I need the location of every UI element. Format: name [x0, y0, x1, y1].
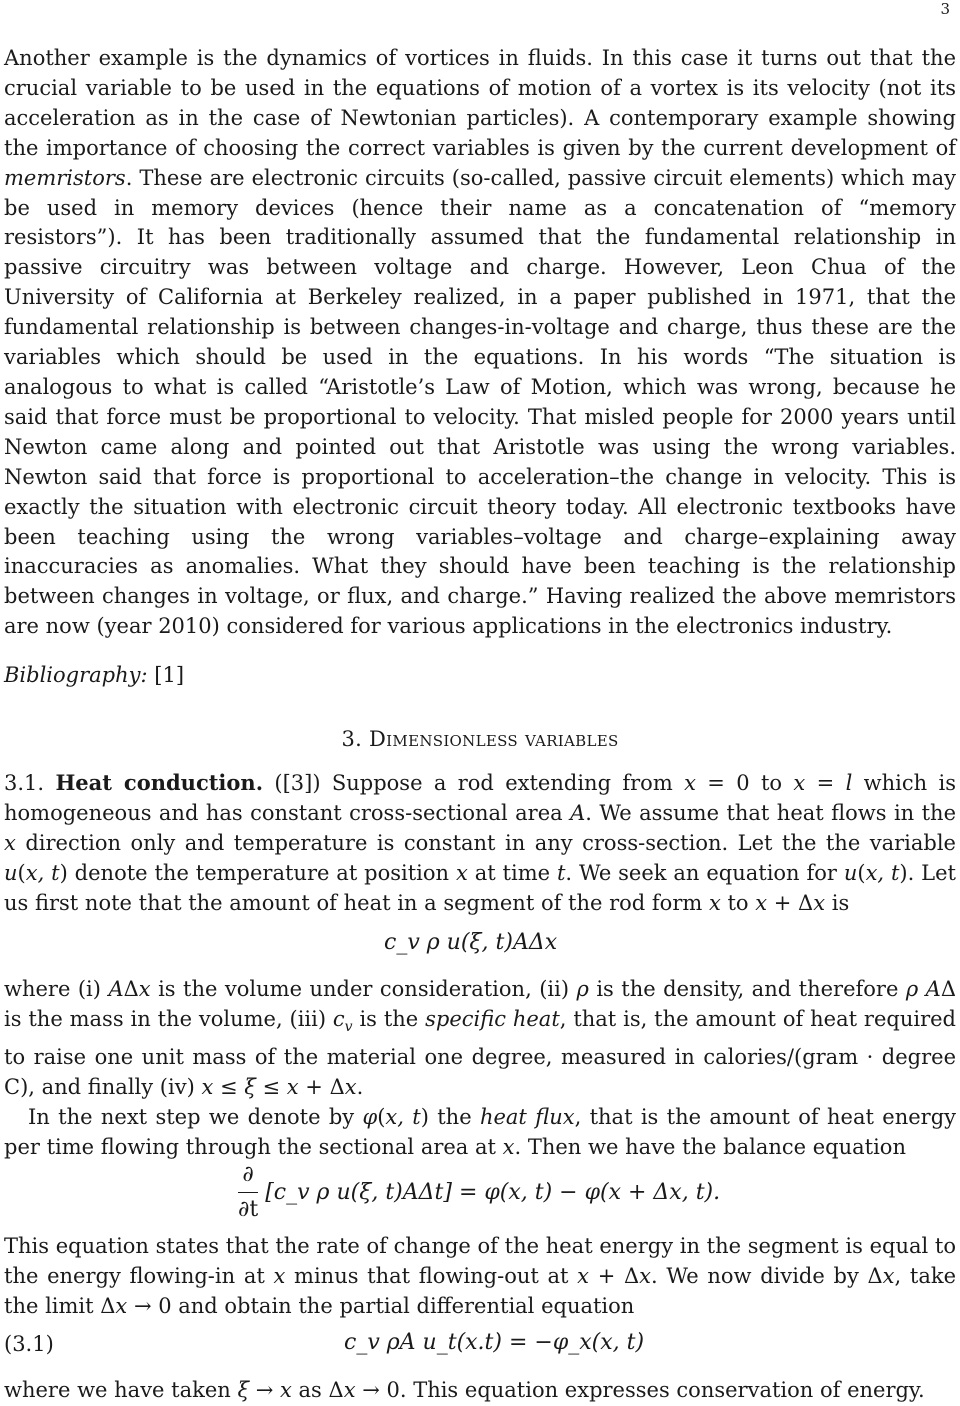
paragraph-text: . These are electronic circuits (so-called, passive circuit elements) which may be used in memory devices (hence their name as a concatenation of “memory resistors”). It has been traditionally assumed that the fundamental relationship in passive circuitry was between voltage and charge. However, Leon Chua of the University of California at Berkeley realized, in a paper published in 1971, that the fundamental relationship is between changes-in-voltage and charge, thus these are the variables which should be used in the equations. In his words “The situation is analogous to what is called “Aristotle’s Law of Motion, which was wrong, because he said that force must be proportional to velocity. That misled people for 2000 years until Newton came along and pointed out that Aristotle was using the wrong variables. Newton said that force is proportional to acceleration–the change in velocity. This is exactly the situation with electronic circuit theory today. All electronic textbooks have been teaching using the wrong variables–voltage and charge–explaining away inaccuracies as anomalies. What they should have been teaching is the relationship between changes in voltage, or flux, and charge.” Having realized the above memristors are now (year 2010) considered for various applications in the electronics industry.: [4, 165, 956, 639]
paragraph-definitions: [4, 975, 956, 1163]
section-heading: [0, 727, 960, 751]
math-var: ξ: [244, 1074, 256, 1099]
text-run: , that is the amount of heat energy per time flowing through the sectional area at: [4, 1104, 957, 1159]
math-var: x: [577, 1263, 589, 1288]
text-run: . We seek an equation for: [565, 860, 844, 885]
equation-text: c_v ρ u(ξ, t)AΔx: [384, 930, 558, 955]
text-run: . Then we have the balance equation: [514, 1134, 906, 1159]
emphasis-memristors: memristors: [4, 165, 126, 190]
math-var: x, t: [385, 1104, 421, 1129]
math-var: x: [755, 890, 768, 915]
math-var: l: [845, 771, 853, 795]
text-run: is the volume under consideration, (ii): [150, 977, 577, 1001]
text-run: Suppose a rod extending from: [320, 771, 685, 795]
text-run: which is homogeneous and has constant cross-sectional area: [4, 771, 956, 825]
math-var: x: [708, 890, 721, 915]
text-run: . We now divide by Δ: [651, 1263, 883, 1288]
math-var: ρ: [576, 977, 589, 1001]
fraction-numerator: ∂: [238, 1158, 258, 1193]
math-var: x: [793, 771, 806, 795]
partial-fraction: [238, 1158, 258, 1227]
text-run: ). Let us first note that the amount of heat in a segment of the rod form: [4, 860, 956, 915]
subsection-number: 3.1.: [4, 771, 45, 795]
math-var: x: [502, 1134, 515, 1159]
text-run: ) the: [420, 1104, 480, 1129]
math-var: x: [455, 860, 468, 885]
text-run: (: [377, 1104, 386, 1129]
text-run: at time: [467, 860, 557, 885]
math-var: x: [882, 1263, 895, 1288]
math-var: x: [286, 1074, 299, 1099]
math-var: c: [332, 1006, 345, 1031]
text-run: Δ is the mass in the volume, (iii): [4, 977, 957, 1031]
equation-text: c_v ρA u_t(x.t) = −φ_x(x, t): [344, 1330, 645, 1355]
text-run: .: [356, 1074, 364, 1099]
paragraph-text: Another example is the dynamics of vortices in fluids. In this case it turns out that the crucial variable to be used in the equations of motion of a vortex is its velocity (not its acceleration as in the case of Newtonian particles). A contemporary example showing the importance of choosing the correct variables is given by the current development of: [4, 46, 956, 160]
math-var: x: [344, 1074, 357, 1099]
bibliography-label: Bibliography:: [4, 663, 148, 687]
paragraph-heat-conduction: [4, 768, 956, 919]
text-run: is: [825, 890, 850, 915]
emphasis: heat flux: [479, 1104, 575, 1129]
text-run: as Δ: [291, 1378, 344, 1402]
math-var: A: [570, 800, 586, 825]
section-heading-text: 3. Dimensionless variables: [341, 727, 619, 751]
text-run: direction only and temperature is constant in any cross-section. Let the the variable: [15, 830, 956, 855]
text-run: (: [857, 860, 866, 885]
paragraph-memristors: [4, 44, 956, 642]
text-run: to: [720, 890, 756, 915]
citation: ([3]): [274, 771, 321, 795]
equation-text: [c_v ρ u(ξ, t)AΔt] = φ(x, t) − φ(x + Δx, t).: [265, 1180, 721, 1205]
fraction-denominator: ∂t: [238, 1197, 259, 1222]
math-var: x, t: [865, 860, 900, 885]
paragraph-conclusion: [4, 1376, 956, 1406]
text-run: + Δ: [767, 890, 814, 915]
text-run: is the: [352, 1006, 426, 1031]
text-run: minus that flowing-out at: [285, 1263, 578, 1288]
math-var: x: [273, 1263, 286, 1288]
equation-label: (3.1): [4, 1332, 54, 1356]
math-var: u: [843, 860, 858, 885]
math-var: u: [4, 860, 18, 885]
math-var: x: [201, 1074, 214, 1099]
bibliography-ref: [1]: [154, 663, 185, 687]
text-run: This equation states that the rate of change of the heat energy in the segment is equal to the energy flowing-in at: [4, 1234, 956, 1288]
math-var: x: [639, 1263, 651, 1288]
text-run: + Δ: [298, 1074, 345, 1099]
equation-heat-amount: [384, 930, 557, 955]
text-run: In the next step we denote by: [28, 1104, 363, 1129]
math-var: A: [108, 977, 124, 1001]
text-run: is the density, and therefore: [588, 977, 906, 1001]
math-var: x, t: [25, 860, 60, 885]
text-run: → 0 and obtain the partial differential equation: [127, 1293, 635, 1318]
text-run: , take the limit Δ: [4, 1263, 956, 1318]
math-var: x: [4, 830, 16, 855]
text-run: ) denote the temperature at position: [59, 860, 456, 885]
math-var: x: [138, 977, 151, 1001]
text-run: Δ: [123, 977, 139, 1001]
text-run: . We assume that heat flows in the: [585, 800, 957, 825]
text-run: + Δ: [589, 1263, 640, 1288]
text-run: where we have taken: [4, 1378, 238, 1402]
math-var: x: [343, 1378, 356, 1402]
paragraph-derivation: [4, 1232, 956, 1322]
text-run: , that is, the amount of heat required to raise one unit mass of the material one degree, measured in calories/(gram · degree C), and finally (iv): [4, 1006, 956, 1099]
text-run: ≤: [213, 1074, 245, 1099]
equation-conservation: [344, 1330, 644, 1355]
math-var: x: [813, 890, 826, 915]
math-var: t: [556, 860, 566, 885]
bibliography-line: [4, 663, 184, 687]
text-run: (: [17, 860, 26, 885]
math-var: ρ A: [905, 977, 941, 1001]
text-run: where (i): [4, 977, 109, 1001]
emphasis: specific heat: [425, 1006, 560, 1031]
subsection-title: Heat conduction.: [55, 770, 264, 795]
text-run: → 0. This equation expresses conservation of energy.: [355, 1378, 925, 1402]
text-run: ≤: [255, 1074, 287, 1099]
math-var: x: [684, 771, 696, 795]
math-var: x: [280, 1378, 292, 1402]
text-run: →: [249, 1378, 281, 1402]
math-var: x: [115, 1293, 128, 1318]
math-var: ξ: [237, 1378, 250, 1402]
text-run: =: [805, 771, 846, 795]
page-number: 3: [940, 0, 950, 18]
math-subscript: v: [344, 1019, 353, 1036]
text-run: = 0 to: [695, 771, 794, 795]
equation-balance: [238, 1158, 720, 1227]
math-var: φ: [362, 1104, 378, 1129]
